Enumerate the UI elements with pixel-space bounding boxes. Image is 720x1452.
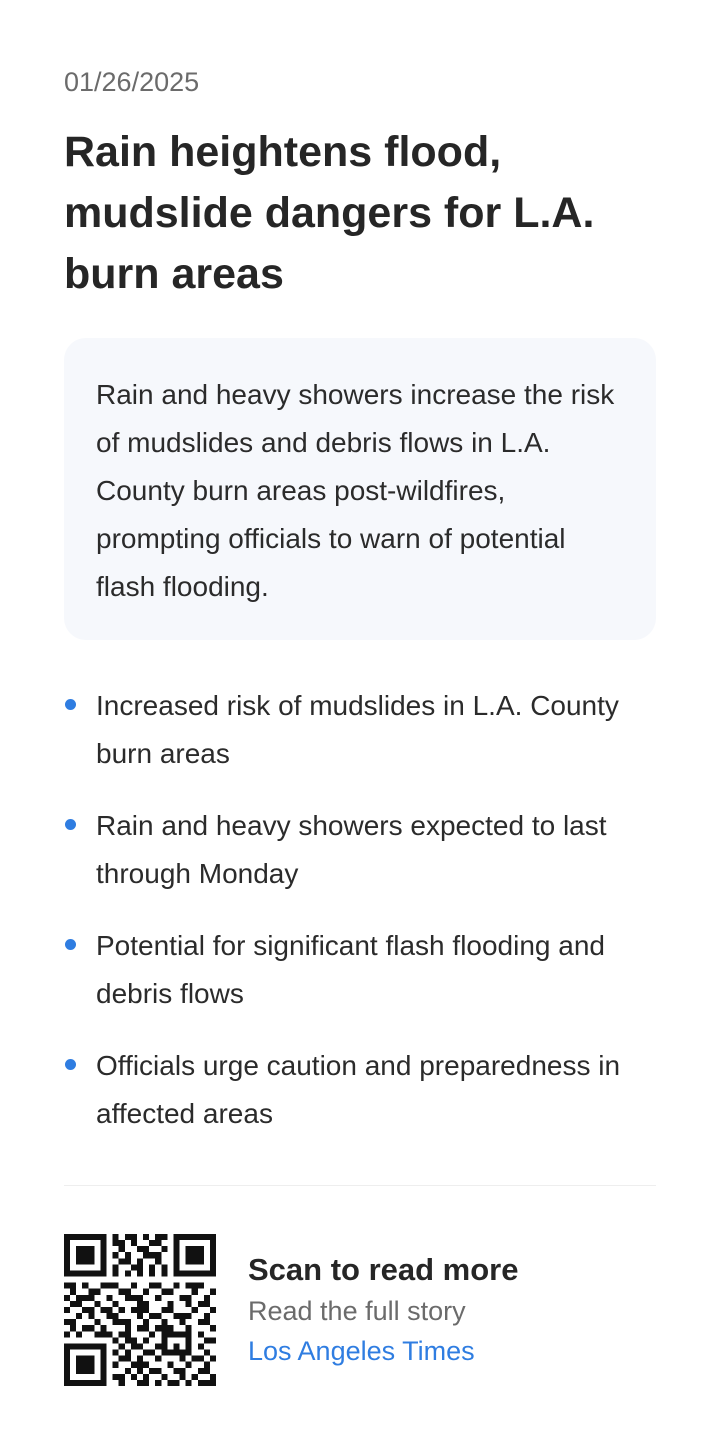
key-point-text: Officials urge caution and preparedness in affected areas — [96, 1050, 621, 1129]
bullet-dot-icon — [65, 1059, 76, 1070]
key-point-text: Rain and heavy showers expected to last through Monday — [96, 810, 607, 889]
key-point-text: Increased risk of mudslides in L.A. County burn areas — [96, 690, 619, 769]
key-point-item — [64, 802, 656, 898]
footer-divider — [64, 1185, 656, 1186]
bullet-dot-icon — [65, 699, 76, 710]
summary-text: Rain and heavy showers increase the risk of mudslides and debris flows in L.A. County burn areas post-wildfires, prompting officials to warn of potential flash flooding. — [96, 379, 615, 602]
article-headline: Rain heightens flood, mudslide dangers for L.A. burn areas — [64, 128, 595, 298]
read-more-cta — [248, 1250, 648, 1368]
cta-subtitle: Read the full story — [248, 1296, 466, 1326]
key-point-text: Potential for significant flash flooding and debris flows — [96, 930, 605, 1009]
summary-box — [64, 338, 656, 640]
key-points-list — [64, 682, 656, 1162]
cta-title: Scan to read more — [248, 1252, 519, 1287]
bullet-dot-icon — [65, 819, 76, 830]
key-point-item — [64, 1042, 656, 1138]
qr-code-icon[interactable] — [64, 1234, 216, 1386]
source-link[interactable]: Los Angeles Times — [248, 1336, 475, 1366]
article-date: 01/26/2025 — [64, 67, 200, 97]
key-point-item — [64, 682, 656, 778]
qr-code-graphic — [64, 1234, 216, 1386]
key-point-item — [64, 922, 656, 1018]
bullet-dot-icon — [65, 939, 76, 950]
